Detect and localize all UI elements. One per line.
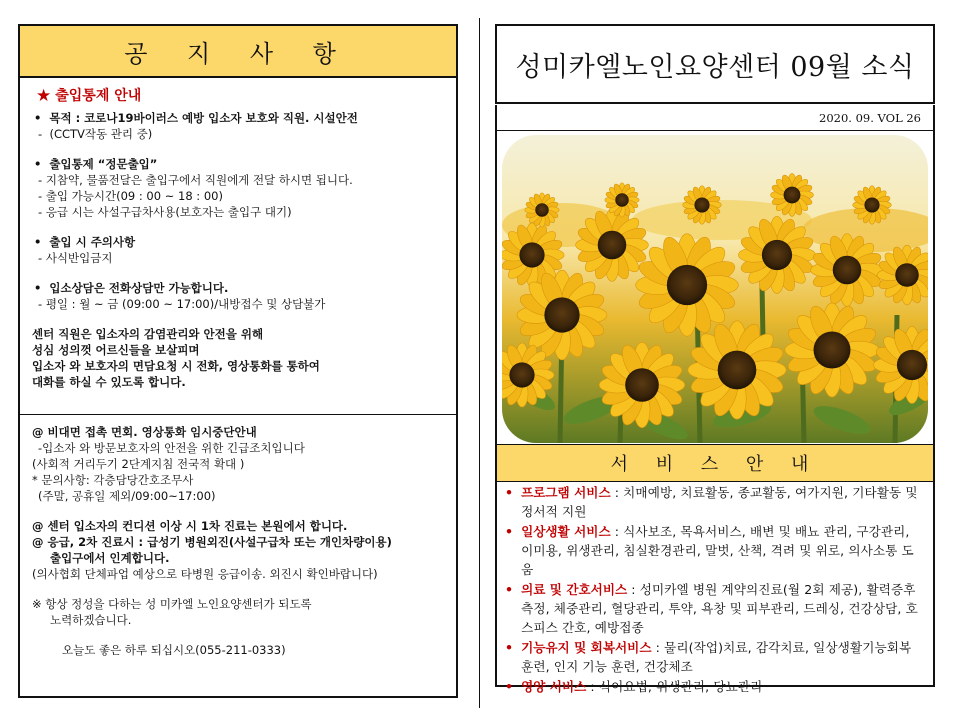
notice-sub: - 출입 가능시간(09 : 00 ~ 18 : 00) [38,189,223,203]
notice-item: • 입소상담은 전화상담만 가능합니다. [34,281,229,295]
service-item: • 기능유지 및 회복서비스 : 물리(작업)치료, 감각치료, 일상생활기능회복훈련, 인지 기능 훈련, 건강체조 [505,640,912,674]
closing-line: ※ 항상 정성을 다하는 성 미카엘 노인요양센터가 되도록 [32,597,312,611]
checkup-line: 출입구에서 인계합니다. [50,551,170,565]
notice-item: • 출입통제 “정문출입” [34,157,158,171]
notice-item: • 출입 시 주의사항 [34,235,136,249]
greeting: 오늘도 좋은 하루 되십시오(055-211-0333) [62,643,286,657]
volume-label: 2020. 09. VOL 26 [495,105,935,131]
sunflower [576,209,649,282]
service-item: • 프로그램 서비스 : 치매예방, 치료활동, 종교활동, 여가지원, 기타활동 및 정서적 지원 [505,485,918,519]
services-header: 서 비 스 안 내 [497,444,933,482]
sunflower [525,193,559,227]
notice-sub: - 평일 : 월 ~ 금 (09:00 ~ 17:00)/내방접수 및 상담불가 [38,297,326,311]
service-item: • 의료 및 간호서비스 : 성미카엘 병원 계약의진료(월 2회 제공), 활력증후측정, 체중관리, 혈당관리, 투약, 욕창 및 피부관리, 드레싱, 건강상담, 호스피스 간호, 예방접종 [505,582,918,635]
sunflower [636,234,739,337]
sunflower [738,216,815,293]
column-divider [479,18,480,708]
sunflower [771,174,814,217]
checkup-line: @ 센터 입소자의 컨디션 이상 시 1차 진료는 본원에서 합니다. [32,519,348,533]
notice-sub: - (CCTV작동 관리 중) [38,127,153,141]
notice-title [36,88,444,104]
service-item: • 일상생활 서비스 : 식사보조, 목욕서비스, 배변 및 배뇨 관리, 구강관리, 이미용, 위생관리, 침실환경관리, 말벗, 산책, 격려 및 위로, 의사소통 도움 [505,524,914,577]
sunflower [599,342,685,428]
visit-title: @ 비대면 접촉 면회. 영상통화 임시중단안내 [32,425,257,439]
sunflower [853,186,892,225]
notice-body [20,78,456,390]
sunflower [683,186,722,225]
services-list [497,483,933,697]
star-icon: ★ [36,86,52,106]
checkup-line: (의사협회 단체파업 예상으로 타병원 응급이송. 외진시 확인바랍니다) [32,567,378,581]
section-divider [20,414,456,415]
visit-notice: @ 비대면 접촉 면회. 영상통화 임시중단안내 -입소자 와 방문보호자의 안전을 위한 긴급조치입니다 (사회적 거리두기 2단계지침 전국적 확대 ) * 문의사항: 각층담당간호조무사 (주말, 공휴일 제외/09:00~17:00) @ 센터 입소자의 컨디션 이상 시 1차 진료는 본원에서 합니다. @ 응급, 2차 진료시 : 급성기 병원외진(사설구급차 또는 개인차량이용) 출입구에서 인계합니다. (의사협회 단체파업 예상으로 타병원 응급이송. 외진시 확인바랍니다) ※ 항상 정성을 다하는 성 미카엘 노인요양센터가 되도록 노력하겠습니다. 오늘도 좋은 하루 되십시오(055-211-0333) [20,424,456,658]
newsletter-title: 성미카엘노인요양센터 09월 소식 [495,24,935,104]
notice-panel [18,24,458,698]
services-panel [495,131,935,694]
staff-message: 센터 직원은 입소자의 감염관리와 안전을 위해 성심 성의껏 어르신들을 보살피며 입소자 와 보호자의 면담요청 시 전화, 영상통화를 통하여 대화를 하실 수 있도록 합니다. [32,327,320,389]
closing-line: 노력하겠습니다. [50,613,132,627]
sunflower [605,183,639,217]
notice-sub: - 응급 시는 사설구급차사용(보호자는 출입구 대기) [38,205,292,219]
sunflower [688,321,786,419]
notice-header: 공 지 사 항 [20,26,456,78]
sunflower [811,234,884,307]
notice-item: • 목적 : 코로나19바이러스 예방 입소자 보호와 직원. 시설안전 [34,111,358,125]
sunflower [785,303,879,397]
sunflower [502,223,564,287]
sunflower-photo [502,135,928,443]
notice-sub: - 사식반입금지 [38,251,113,265]
checkup-line: @ 응급, 2차 진료시 : 급성기 병원외진(사설구급차 또는 개인차량이용) [32,535,392,549]
notice-sub: - 지참약, 물품전달은 출입구에서 직원에게 전달 하시면 됩니다. [38,173,353,187]
notice-title-text: 출입통제 안내 [55,88,142,104]
service-item: • 영양 서비스 : 식이요법, 위생관리, 당뇨관리 [505,679,763,694]
